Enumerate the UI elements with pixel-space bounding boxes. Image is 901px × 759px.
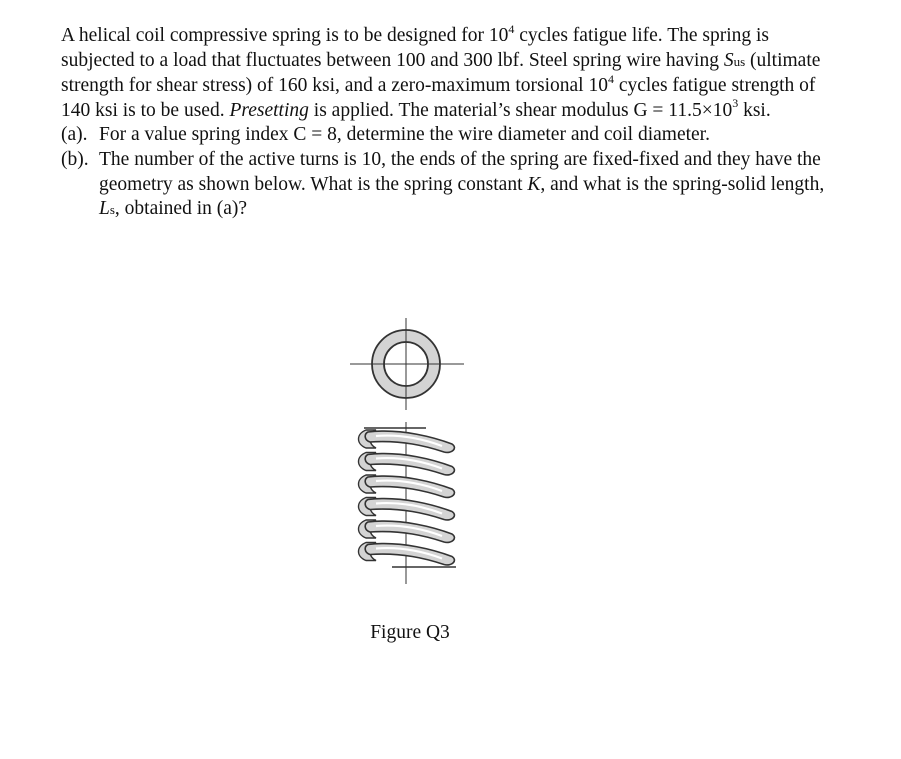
problem-statement xyxy=(61,21,841,223)
symbol-us-subscript: us xyxy=(733,53,746,69)
part-a-label: (a). xyxy=(61,124,88,146)
intro-text-1: A helical coil compressive spring is to be designed for 10 xyxy=(61,25,509,46)
part-b-text-2: , and what is the spring-solid length, xyxy=(540,173,825,195)
symbol-s-subscript: s xyxy=(109,202,115,218)
symbol-k: K xyxy=(527,173,541,195)
part-a xyxy=(61,123,841,148)
intro-text-3: (ultimate strength for shear stress) of 160 ksi, and a zero-maximum torsional 10 xyxy=(61,49,821,97)
intro-text-6: ksi. xyxy=(738,99,771,121)
spring-coils xyxy=(359,428,457,567)
coil-turn xyxy=(365,454,454,475)
symbol-l: L xyxy=(99,198,110,220)
part-a-text: For a value spring index C = 8, determine the wire diameter and coil diameter. xyxy=(99,124,710,146)
spring-side-view xyxy=(359,422,457,584)
spring-figure xyxy=(330,312,490,592)
part-b-text-1: The number of the active turns is 10, the ends of the spring are fixed-fixed and they have the geometry as shown below. What is the spring constant xyxy=(99,148,821,195)
exponent-fatigue: 4 xyxy=(607,71,614,86)
exponent-cycles: 4 xyxy=(508,21,515,36)
end-view xyxy=(350,318,464,410)
coil-turn xyxy=(365,431,454,452)
exponent-modulus: 3 xyxy=(732,96,739,111)
intro-text-2: cycles fatigue life. The spring is subjected to a load that fluctuates between 100 and 300 lbf. Steel spring wire having xyxy=(61,25,770,71)
part-b-text-3: , obtained in (a)? xyxy=(114,198,248,220)
part-b xyxy=(61,148,841,223)
part-b-label: (b). xyxy=(61,148,89,170)
coil-turn xyxy=(365,476,454,497)
coil-turn xyxy=(365,544,454,565)
presetting-term: Presetting xyxy=(229,99,309,121)
coil-turn xyxy=(365,499,454,520)
problem-intro xyxy=(61,21,841,123)
coil-turn xyxy=(365,521,454,542)
figure-caption: Figure Q3 xyxy=(370,622,450,643)
intro-text-4: cycles fatigue strength of 140 ksi is to be used. xyxy=(61,75,816,121)
intro-text-5: is applied. The material’s shear modulus G = 11.5×10 xyxy=(308,99,733,121)
symbol-s: S xyxy=(723,49,734,71)
